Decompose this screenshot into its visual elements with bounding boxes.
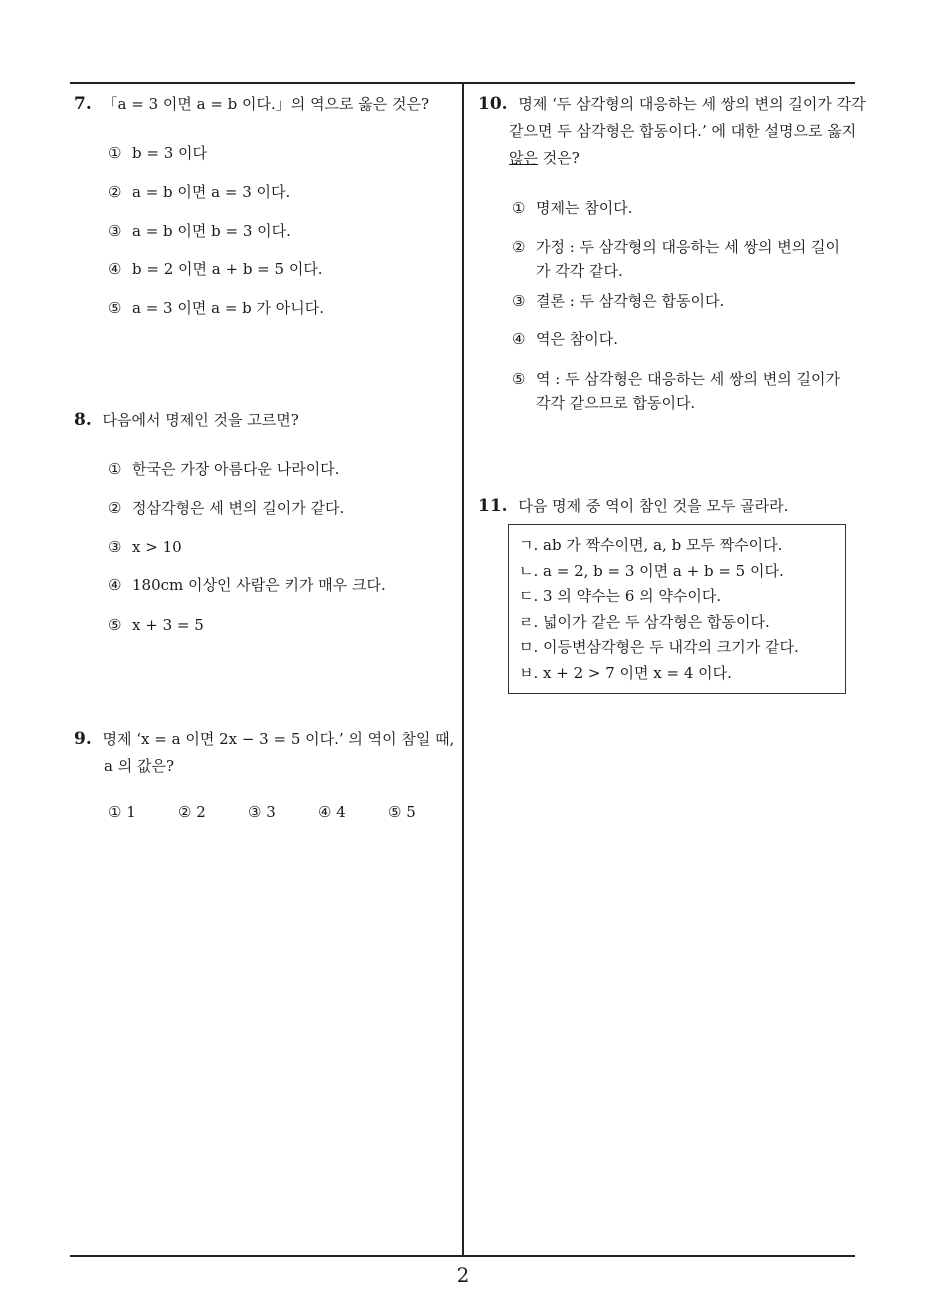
- page-number: 2: [456, 1263, 470, 1287]
- question-10-text-line2: 같으면 두 삼각형은 합동이다.’ 에 대한 설명으로 옳지: [509, 122, 857, 140]
- question-10-text-line3: 것은?: [537, 149, 580, 167]
- question-7-text: 「a = 3 이면 a = b 이다.」의 역으로 옳은 것은?: [102, 95, 430, 113]
- option-text: 3: [266, 803, 276, 821]
- question-9-text-line1: 명제 ‘x = a 이면 2x − 3 = 5 이다.’ 의 역이 참일 때,: [102, 730, 455, 748]
- option-text: x > 10: [132, 538, 182, 556]
- option-mark: ③: [108, 538, 122, 556]
- question-8: [74, 407, 299, 434]
- option-mark: ①: [108, 460, 122, 478]
- q8-option-1[interactable]: [108, 457, 339, 481]
- question-9-number: 9.: [74, 729, 92, 749]
- statement-item: ㄹ. 넓이가 같은 두 삼각형은 합동이다.: [519, 612, 770, 631]
- option-mark: ④: [108, 260, 122, 278]
- option-mark: ③: [512, 292, 526, 310]
- statement-item: ㄱ. ab 가 짝수이면, a, b 모두 짝수이다.: [519, 536, 783, 554]
- q8-option-3[interactable]: [108, 535, 182, 559]
- column-divider: [462, 82, 464, 1256]
- q9-option-3[interactable]: [248, 800, 276, 824]
- option-text: 4: [336, 803, 346, 821]
- option-text: b = 3 이다: [132, 144, 207, 162]
- option-mark: ④: [512, 330, 526, 348]
- q9-option-4[interactable]: [318, 800, 346, 824]
- option-text: x + 3 = 5: [132, 616, 204, 634]
- question-7: [74, 91, 429, 118]
- option-text: 2: [196, 803, 206, 821]
- q9-option-2[interactable]: [178, 800, 206, 824]
- option-text: a = 3 이면 a = b 가 아니다.: [132, 299, 325, 317]
- q10-option-3[interactable]: [512, 289, 724, 313]
- question-10: [478, 91, 866, 172]
- option-text: 역은 참이다.: [536, 330, 618, 348]
- q9-option-5[interactable]: [388, 800, 416, 824]
- option-mark: ③: [108, 222, 122, 240]
- option-mark: ①: [108, 144, 122, 162]
- option-text: 결론 : 두 삼각형은 합동이다.: [536, 292, 725, 310]
- option-text: 1: [126, 803, 136, 821]
- q7-option-5[interactable]: [108, 296, 324, 320]
- question-10-text-line1: 명제 ‘두 삼각형의 대응하는 세 쌍의 변의 길이가 각각: [518, 95, 866, 113]
- q10-option-4[interactable]: [512, 327, 618, 351]
- option-text: 역 : 두 삼각형은 대응하는 세 쌍의 변의 길이가: [536, 370, 841, 388]
- question-11-text: 다음 명제 중 역이 참인 것을 모두 골라라.: [518, 497, 789, 515]
- option-mark: ②: [178, 803, 192, 821]
- q7-option-1[interactable]: [108, 141, 207, 165]
- option-text: 한국은 가장 아름다운 나라이다.: [132, 460, 340, 478]
- question-9: [74, 726, 458, 780]
- option-text: 정삼각형은 세 변의 길이가 같다.: [132, 499, 345, 517]
- q7-option-2[interactable]: [108, 180, 290, 204]
- option-mark: ④: [318, 803, 332, 821]
- q7-option-3[interactable]: [108, 219, 291, 243]
- option-mark: ①: [108, 803, 122, 821]
- option-mark: ②: [108, 183, 122, 201]
- option-mark: ④: [108, 576, 122, 594]
- option-text: 180cm 이상인 사람은 키가 매우 크다.: [132, 576, 386, 594]
- q8-option-4[interactable]: [108, 573, 386, 597]
- option-mark: ②: [512, 238, 526, 256]
- option-mark: ②: [108, 499, 122, 517]
- q10-option-1[interactable]: [512, 196, 632, 220]
- option-mark: ①: [512, 199, 526, 217]
- question-11-number: 11.: [478, 496, 508, 516]
- question-8-text: 다음에서 명제인 것을 고르면?: [102, 411, 299, 429]
- statement-item: ㄴ. a = 2, b = 3 이면 a + b = 5 이다.: [519, 561, 784, 580]
- option-mark: ⑤: [512, 370, 526, 388]
- option-text: a = b 이면 a = 3 이다.: [132, 183, 291, 201]
- option-mark: ⑤: [388, 803, 402, 821]
- q9-option-1[interactable]: [108, 800, 136, 824]
- question-7-number: 7.: [74, 94, 92, 114]
- option-mark: ⑤: [108, 616, 122, 634]
- bottom-rule: [70, 1255, 855, 1257]
- option-text: 5: [406, 803, 416, 821]
- q8-option-2[interactable]: [108, 496, 344, 520]
- option-text: b = 2 이면 a + b = 5 이다.: [132, 260, 323, 278]
- question-8-number: 8.: [74, 410, 92, 430]
- option-text-cont: 가 각각 같다.: [536, 262, 623, 280]
- option-text-cont: 각각 같으므로 합동이다.: [536, 394, 696, 412]
- question-10-number: 10.: [478, 94, 508, 114]
- option-text: a = b 이면 b = 3 이다.: [132, 222, 291, 240]
- option-text: 가정 : 두 삼각형의 대응하는 세 쌍의 변의 길이: [536, 238, 841, 256]
- question-11: [478, 493, 788, 520]
- q10-option-2[interactable]: [512, 235, 840, 283]
- question-10-underlined-word: 않은: [509, 149, 538, 167]
- question-9-text-line2: a 의 값은?: [104, 757, 174, 775]
- statement-box: [508, 524, 846, 694]
- option-mark: ③: [248, 803, 262, 821]
- option-mark: ⑤: [108, 299, 122, 317]
- statement-item: ㅁ. 이등변삼각형은 두 내각의 크기가 같다.: [519, 638, 799, 656]
- q7-option-4[interactable]: [108, 257, 323, 281]
- q8-option-5[interactable]: [108, 613, 204, 637]
- statement-item: ㄷ. 3 의 약수는 6 의 약수이다.: [519, 587, 722, 605]
- option-text: 명제는 참이다.: [536, 199, 633, 217]
- q10-option-5[interactable]: [512, 367, 840, 415]
- statement-item: ㅂ. x + 2 > 7 이면 x = 4 이다.: [519, 663, 732, 682]
